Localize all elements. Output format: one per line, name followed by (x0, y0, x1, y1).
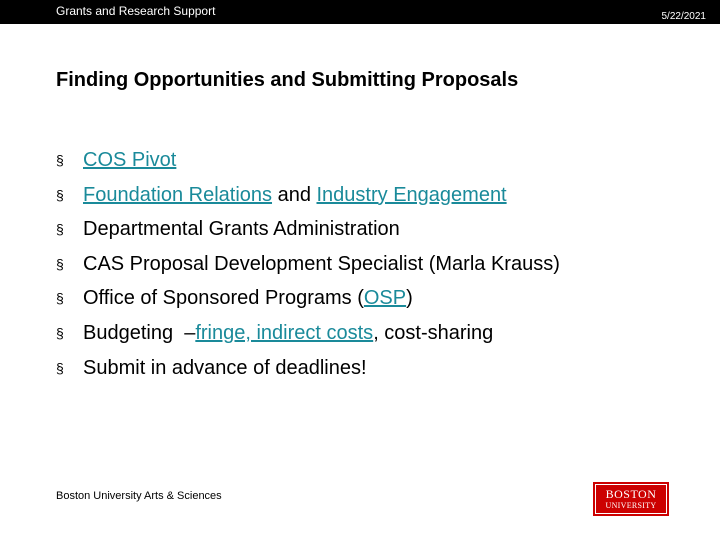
bullet-text: and (272, 183, 317, 206)
industry-engagement-link[interactable]: Industry Engagement (316, 183, 507, 206)
slide-title: Finding Opportunities and Submitting Proposals (56, 69, 519, 91)
bullet-marker: § (56, 186, 64, 203)
bullet-marker: § (56, 290, 64, 307)
bullet-item-osp (56, 284, 560, 319)
logo-line-university: UNIVERSITY (605, 501, 657, 510)
bullet-item-cas-specialist (56, 250, 560, 285)
bullet-marker: § (56, 359, 64, 376)
header-bar (0, 0, 720, 24)
bullet-text: CAS Proposal Development Specialist (Marla Krauss) (83, 252, 560, 275)
bullet-text: Budgeting – (83, 321, 196, 344)
bullet-text: Office of Sponsored Programs ( (83, 287, 364, 310)
bullet-marker: § (56, 324, 64, 341)
header-date: 5/22/2021 (661, 11, 706, 22)
bullet-text: Departmental Grants Administration (83, 218, 400, 241)
bullet-item-deadlines (56, 354, 560, 389)
bullet-item-budgeting (56, 319, 560, 354)
bullet-item-cos-pivot (56, 146, 560, 181)
bullet-text: Submit in advance of deadlines! (83, 356, 367, 379)
fringe-indirect-costs-link[interactable]: fringe, indirect costs (195, 321, 374, 344)
bullet-item-grants-admin (56, 215, 560, 250)
osp-link[interactable]: OSP (363, 287, 407, 310)
footer-text: Boston University Arts & Sciences (56, 490, 222, 502)
logo-frame (595, 484, 667, 514)
boston-university-logo (593, 482, 669, 516)
cos-pivot-link[interactable]: COS Pivot (83, 149, 177, 171)
bullet-marker: § (56, 152, 64, 168)
bullet-marker: § (56, 221, 64, 238)
bullet-text: , cost-sharing (373, 321, 494, 344)
logo-line-boston: BOSTON (605, 487, 657, 501)
bullet-list (56, 146, 560, 388)
foundation-relations-link[interactable]: Foundation Relations (83, 183, 273, 206)
bullet-text: ) (406, 287, 413, 310)
bullet-item-foundation (56, 181, 560, 216)
bullet-marker: § (56, 255, 64, 272)
header-title: Grants and Research Support (56, 4, 216, 18)
